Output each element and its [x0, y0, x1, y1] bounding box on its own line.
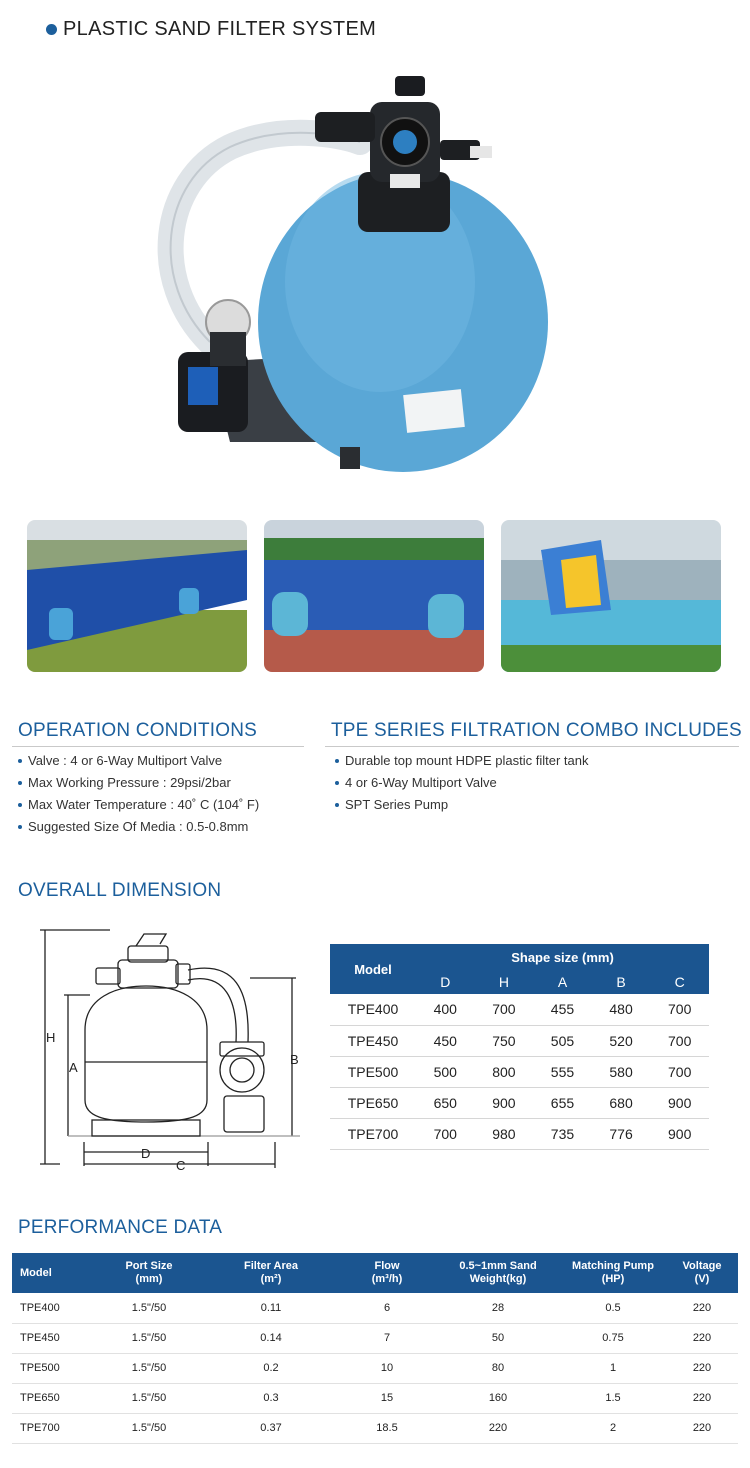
shape-table-group-header: Shape size (mm): [416, 944, 709, 970]
bullet-icon: [335, 781, 339, 785]
dimension-drawing: [20, 920, 320, 1180]
bullet-icon: [335, 803, 339, 807]
installation-photo-3: [501, 520, 721, 672]
shape-table-col-header: D: [416, 970, 475, 994]
table-row: TPE500 1.5"/50 0.2 10 80 1 220: [12, 1353, 738, 1383]
page-title-row: [46, 18, 376, 41]
combo-includes-heading: TPE SERIES FILTRATION COMBO INCLUDES: [331, 720, 742, 741]
perf-header-sand-weight: 0.5~1mm Sand Weight(kg): [436, 1253, 560, 1293]
list-item: Durable top mount HDPE plastic filter tank: [335, 750, 589, 772]
perf-header-model: Model: [12, 1253, 94, 1293]
combo-includes-list: [335, 750, 589, 816]
list-item: Max Working Pressure : 29psi/2bar: [18, 772, 259, 794]
table-row: TPE450 450 750 505 520 700: [330, 1025, 709, 1056]
perf-header-voltage: Voltage (V): [666, 1253, 738, 1293]
bullet-icon: [18, 803, 22, 807]
list-item: Suggested Size Of Media : 0.5-0.8mm: [18, 816, 259, 838]
shape-table-col-header: A: [533, 970, 592, 994]
bullet-icon: [18, 825, 22, 829]
combo-includes-divider: [325, 746, 739, 747]
shape-table-col-header: C: [650, 970, 709, 994]
table-row: TPE700 1.5"/50 0.37 18.5 220 2 220: [12, 1413, 738, 1443]
list-item: 4 or 6-Way Multiport Valve: [335, 772, 589, 794]
perf-header-port-size: Port Size (mm): [94, 1253, 204, 1293]
perf-header-flow: Flow (m³/h): [338, 1253, 436, 1293]
bullet-icon: [18, 781, 22, 785]
table-row: TPE400 1.5"/50 0.11 6 28 0.5 220: [12, 1293, 738, 1323]
table-row: TPE650 1.5"/50 0.3 15 160 1.5 220: [12, 1383, 738, 1413]
dim-label-c: C: [176, 1158, 186, 1173]
table-row: TPE650 650 900 655 680 900: [330, 1087, 709, 1118]
list-item: Max Water Temperature : 40˚ C (104˚ F): [18, 794, 259, 816]
perf-header-filter-area: Filter Area (m²): [204, 1253, 338, 1293]
page-title: PLASTIC SAND FILTER SYSTEM: [63, 18, 377, 40]
shape-table-model-header: Model: [330, 944, 416, 994]
dim-label-d: D: [141, 1146, 151, 1161]
bullet-icon: [18, 759, 22, 763]
operation-conditions-heading: OPERATION CONDITIONS: [18, 720, 258, 741]
performance-data-heading: PERFORMANCE DATA: [18, 1217, 223, 1238]
operation-conditions-divider: [12, 746, 304, 747]
overall-dimension-heading: OVERALL DIMENSION: [18, 880, 222, 901]
installation-photo-2: [264, 520, 484, 672]
table-row: TPE700 700 980 735 776 900: [330, 1118, 709, 1149]
sand-filter-product-image: [140, 62, 560, 482]
dim-label-a: A: [69, 1060, 78, 1075]
list-item: Valve : 4 or 6-Way Multiport Valve: [18, 750, 259, 772]
table-row: TPE500 500 800 555 580 700: [330, 1056, 709, 1087]
list-item: SPT Series Pump: [335, 794, 589, 816]
dim-label-h: H: [46, 1030, 56, 1045]
table-row: TPE400 400 700 455 480 700: [330, 994, 709, 1025]
dim-label-b: B: [290, 1052, 299, 1067]
shape-size-table: [330, 944, 709, 1150]
bullet-icon: [335, 759, 339, 763]
shape-table-col-header: H: [475, 970, 534, 994]
performance-table: [12, 1253, 738, 1444]
title-bullet-icon: [46, 24, 57, 35]
table-row: TPE450 1.5"/50 0.14 7 50 0.75 220: [12, 1323, 738, 1353]
operation-conditions-list: [18, 750, 259, 838]
installation-photo-1: [27, 520, 247, 672]
perf-header-matching-pump: Matching Pump (HP): [560, 1253, 666, 1293]
shape-table-col-header: B: [592, 970, 651, 994]
